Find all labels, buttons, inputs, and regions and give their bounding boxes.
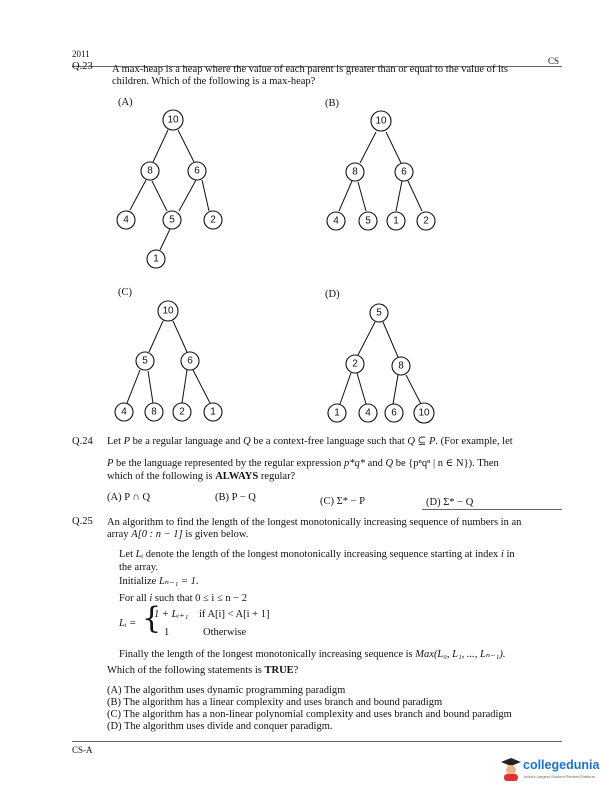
footer-rule — [72, 741, 562, 742]
svg-text:8: 8 — [352, 166, 358, 178]
q23-text-line1: A max-heap is a heap where the value of each parent is greater than or equal to the value of its — [112, 64, 508, 75]
tree-a-node-3 — [188, 162, 206, 180]
tree-b-node-6 — [387, 212, 405, 230]
tree-b-node-3 — [395, 163, 413, 181]
tree-d-node-3 — [392, 357, 410, 375]
q25-line2: array A[0 : n − 1] is given below. — [107, 529, 249, 540]
tree-a-node-4 — [117, 211, 135, 229]
tree-c — [115, 301, 222, 421]
svg-text:8: 8 — [151, 406, 157, 418]
svg-text:10: 10 — [162, 305, 174, 317]
q25-line4: the array. — [119, 562, 158, 573]
q24-option-b: (B) P − Q — [215, 492, 256, 503]
svg-text:1: 1 — [153, 253, 159, 265]
tree-b-node-4 — [327, 212, 345, 230]
svg-text:5: 5 — [376, 307, 382, 319]
graduate-icon — [500, 757, 522, 781]
svg-text:2: 2 — [423, 215, 429, 227]
svg-text:1: 1 — [334, 407, 340, 419]
svg-text:6: 6 — [391, 407, 397, 419]
svg-text:6: 6 — [187, 355, 193, 367]
svg-text:4: 4 — [123, 214, 129, 226]
q23-label-b: (B) — [325, 98, 339, 109]
svg-text:4: 4 — [333, 215, 339, 227]
header-year: 2011 — [72, 49, 90, 59]
q23-number: Q.23 — [72, 61, 93, 72]
svg-text:10: 10 — [167, 114, 179, 126]
tree-d-node-2 — [346, 355, 364, 373]
tree-c-node-2 — [136, 352, 154, 370]
tree-d-node-5 — [359, 404, 377, 422]
tree-b-node-7 — [417, 212, 435, 230]
svg-text:10: 10 — [418, 407, 430, 419]
q24-rule — [422, 509, 562, 510]
q25-line5: Initialize Lₙ₋₁ = 1. — [119, 576, 199, 587]
q25-option-d: (D) The algorithm uses divide and conquer paradigm. — [107, 721, 333, 732]
svg-text:8: 8 — [147, 165, 153, 177]
tree-c-node-5 — [145, 403, 163, 421]
q25-recurrence-lhs: Lᵢ = — [119, 618, 137, 629]
svg-text:10: 10 — [375, 115, 387, 127]
tree-c-node-1 — [158, 301, 178, 321]
svg-text:8: 8 — [398, 360, 404, 372]
q24-number: Q.24 — [72, 436, 93, 447]
svg-text:6: 6 — [401, 166, 407, 178]
tree-a-node-2 — [141, 162, 159, 180]
q23-label-c: (C) — [118, 287, 132, 298]
tree-a — [117, 110, 222, 268]
svg-text:6: 6 — [194, 165, 200, 177]
header-code: CS — [548, 56, 560, 66]
logo-tagline: India's Largest Student Review Platform — [524, 774, 596, 779]
svg-text:1: 1 — [393, 215, 399, 227]
tree-b-node-2 — [346, 163, 364, 181]
tree-d-node-6 — [385, 404, 403, 422]
logo-text: collegedunia — [523, 758, 600, 772]
tree-a-node-1 — [163, 110, 183, 130]
svg-text:2: 2 — [210, 214, 216, 226]
collegedunia-logo — [500, 757, 598, 783]
svg-text:5: 5 — [169, 214, 175, 226]
svg-text:2: 2 — [179, 406, 185, 418]
tree-d — [328, 304, 434, 423]
q23-label-d: (D) — [325, 289, 340, 300]
q24-line1: Let P be a regular language and Q be a context-free language such that Q ⊆ P. (For example, let — [107, 436, 513, 447]
q25-option-b: (B) The algorithm has a linear complexity and uses branch and bound paradigm — [107, 697, 443, 708]
tree-a-node-7 — [147, 250, 165, 268]
q25-option-c: (C) The algorithm has a non-linear polynomial complexity and uses branch and bound paradigm — [107, 709, 512, 720]
svg-text:5: 5 — [365, 215, 371, 227]
tree-b — [327, 111, 435, 230]
q25-ask: Which of the following statements is TRUE? — [107, 665, 299, 676]
tree-c-node-4 — [115, 403, 133, 421]
q24-option-a: (A) P ∩ Q — [107, 492, 151, 503]
tree-d-node-4 — [328, 404, 346, 422]
svg-text:2: 2 — [352, 358, 358, 370]
q25-case1-condition: if A[i] < A[i + 1] — [199, 609, 270, 620]
tree-b-node-1 — [371, 111, 391, 131]
q25-line3: Let Lᵢ denote the length of the longest monotonically increasing sequence starting at index i in — [119, 549, 515, 560]
tree-d-node-7 — [414, 403, 434, 423]
q23-text-line2: children. Which of the following is a max-heap? — [112, 76, 316, 87]
q25-brace: { — [142, 601, 162, 636]
q25-line6: For all i such that 0 ≤ i ≤ n − 2 — [119, 593, 248, 604]
svg-text:5: 5 — [142, 355, 148, 367]
tree-a-node-6 — [204, 211, 222, 229]
tree-c-node-6 — [173, 403, 191, 421]
footer-code: CS-A — [72, 745, 93, 755]
q24-option-d: (D) Σ* − Q — [426, 497, 474, 508]
q25-case1-value: 1 + Lᵢ₊₁ — [154, 609, 189, 620]
q25-finally: Finally the length of the longest monotonically increasing sequence is Max(L₀, L₁, ..., Lₙ₋₁). — [119, 649, 506, 660]
tree-d-node-1 — [370, 304, 388, 322]
tree-c-node-3 — [181, 352, 199, 370]
q25-option-a: (A) The algorithm uses dynamic programming paradigm — [107, 685, 346, 696]
q25-case2-condition: Otherwise — [203, 627, 247, 638]
q25-case2-value: 1 — [164, 627, 170, 638]
svg-text:4: 4 — [365, 407, 371, 419]
q24-line2: P be the language represented by the regular expression p*q* and Q be {pⁿqⁿ | n ∈ N}). Then — [107, 458, 499, 469]
q25-number: Q.25 — [72, 516, 93, 527]
q24-option-c: (C) Σ* − P — [320, 496, 365, 507]
q24-line3: which of the following is ALWAYS regular? — [107, 471, 296, 482]
tree-c-node-7 — [204, 403, 222, 421]
q25-line1: An algorithm to find the length of the longest monotonically increasing sequence of numbers in an — [107, 517, 522, 528]
q23-label-a: (A) — [118, 97, 133, 108]
tree-b-node-5 — [359, 212, 377, 230]
svg-text:4: 4 — [121, 406, 127, 418]
svg-text:1: 1 — [210, 406, 216, 418]
tree-a-node-5 — [163, 211, 181, 229]
